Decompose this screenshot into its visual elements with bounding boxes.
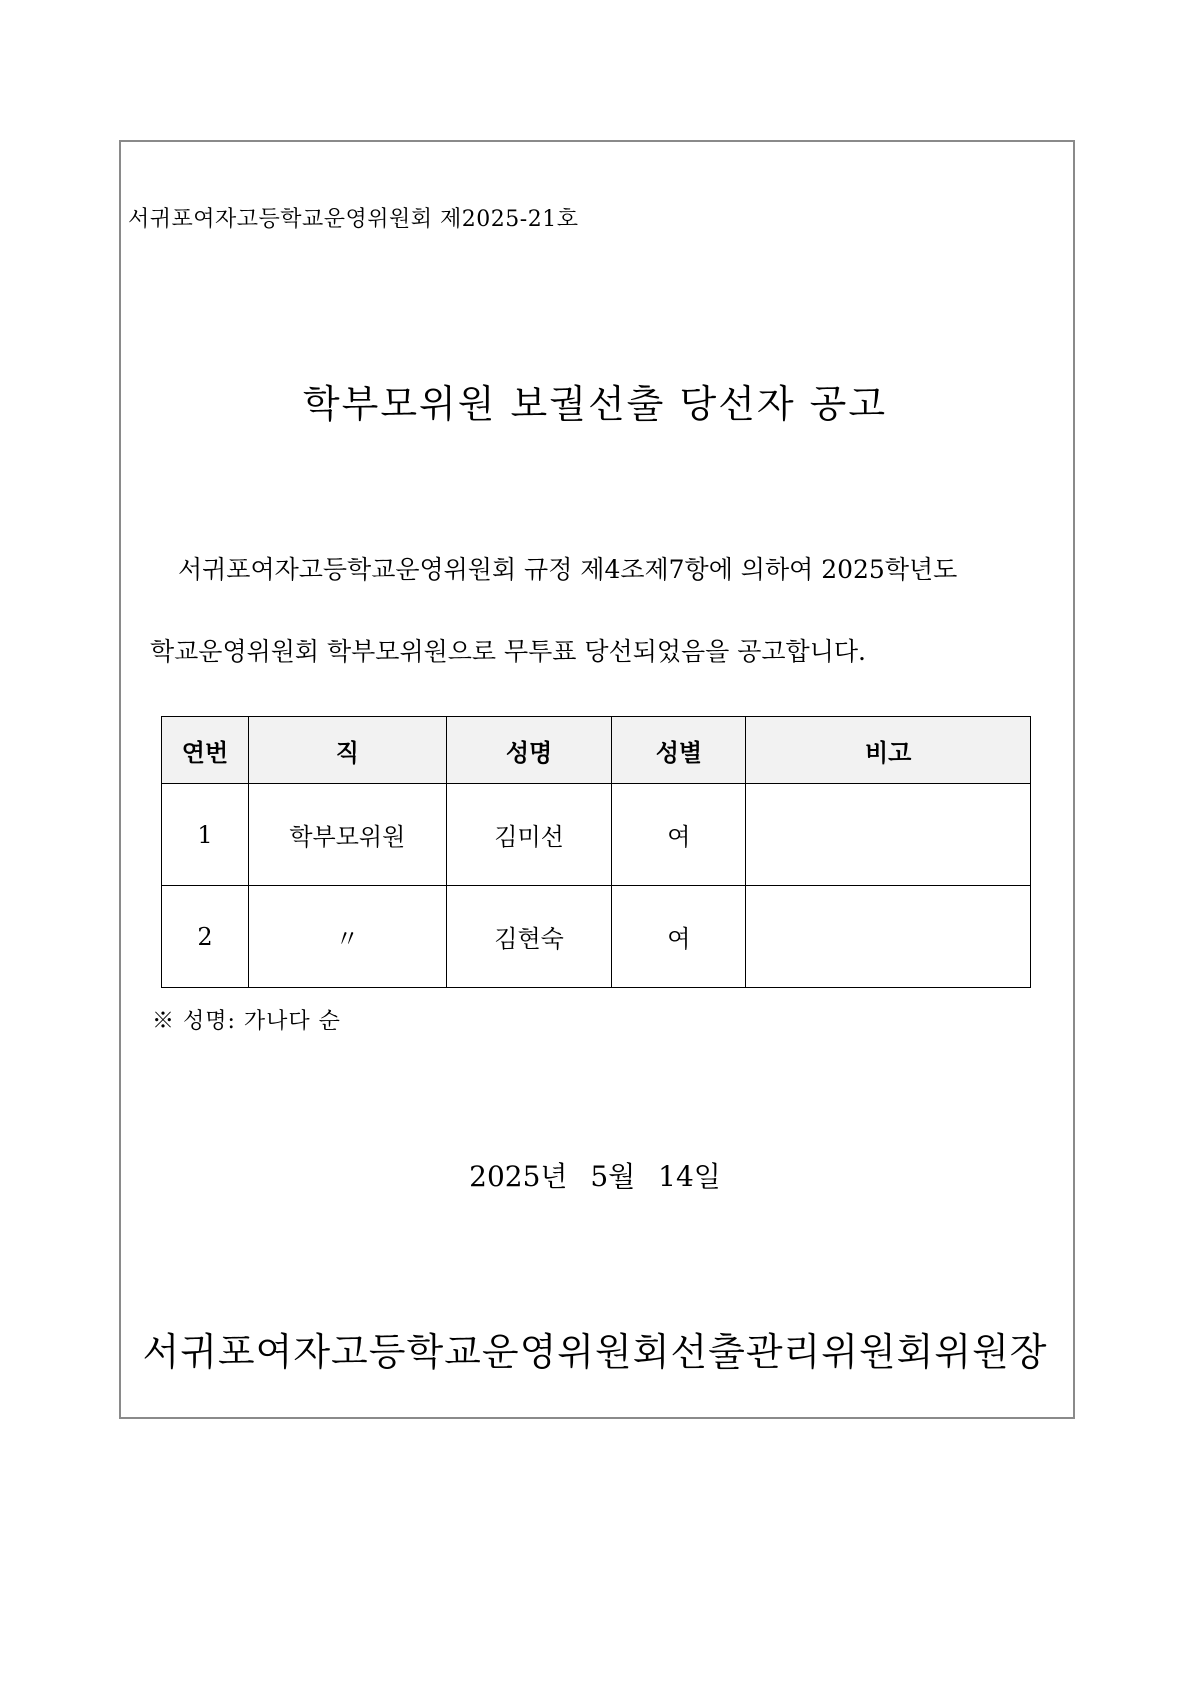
document-number: 서귀포여자고등학교운영위원회 제2025-21호 (128, 207, 579, 232)
header-gender: 성별 (612, 717, 746, 784)
signer-title: 서귀포여자고등학교운영위원회선출관리위원회위원장 (142, 1330, 1048, 1374)
document-title: 학부모위원 보궐선출 당선자 공고 (302, 382, 888, 426)
table-row (162, 886, 1031, 988)
cell-remarks (746, 886, 1031, 988)
header-remarks: 비고 (746, 717, 1031, 784)
cell-name: 김현숙 (446, 886, 612, 988)
cell-serial: 1 (162, 784, 249, 886)
cell-name: 김미선 (446, 784, 612, 886)
table-row (162, 784, 1031, 886)
cell-remarks (746, 784, 1031, 886)
elected-members-table (161, 716, 1031, 988)
cell-serial: 2 (162, 886, 249, 988)
table-header-row (162, 717, 1031, 784)
cell-position: 학부모위원 (248, 784, 446, 886)
cell-position: 〃 (248, 886, 446, 988)
cell-gender: 여 (612, 784, 746, 886)
cell-gender: 여 (612, 886, 746, 988)
announcement-date: 2025년 5월 14일 (469, 1160, 721, 1193)
body-text-line-2: 학교운영위원회 학부모위원으로 무투표 당선되었음을 공고합니다. (150, 637, 866, 666)
sorting-note: ※ 성명: 가나다 순 (152, 1009, 341, 1034)
header-name: 성명 (446, 717, 612, 784)
header-serial: 연번 (162, 717, 249, 784)
body-text-line-1: 서귀포여자고등학교운영위원회 규정 제4조제7항에 의하여 2025학년도 (178, 555, 958, 584)
header-position: 직 (248, 717, 446, 784)
